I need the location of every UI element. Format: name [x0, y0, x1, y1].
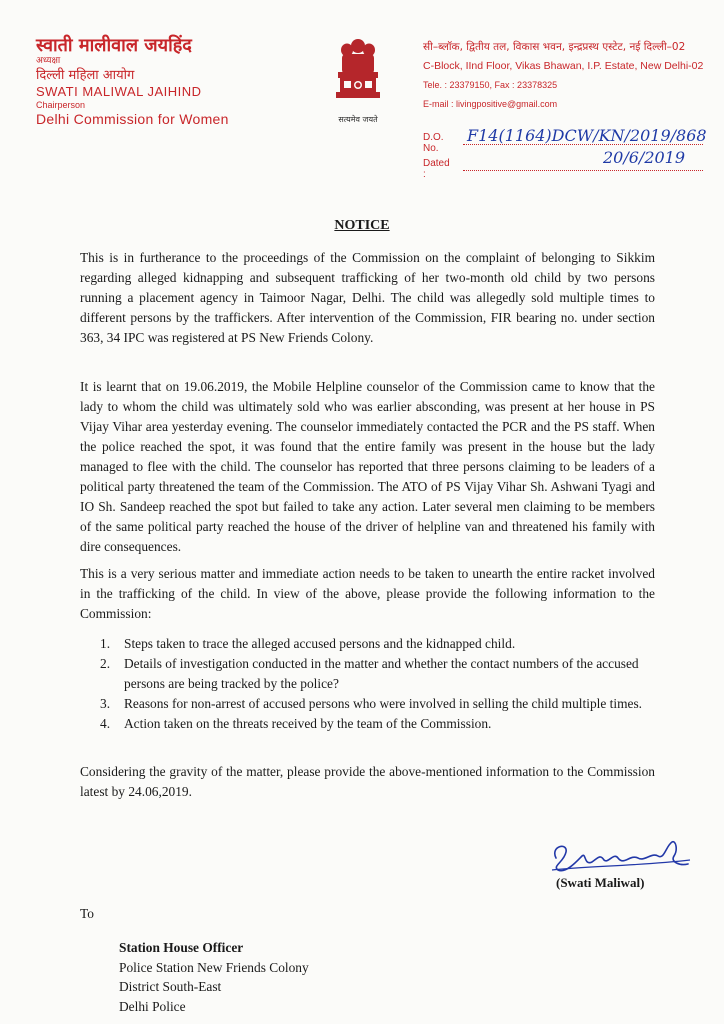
list-item: 3. Reasons for non-arrest of accused persons who were involved in selling the child multiple times. — [100, 696, 643, 711]
dated-label: Dated : — [423, 158, 450, 180]
emblem-motto: सत्यमेव जयते — [338, 115, 378, 124]
english-org: Delhi Commission for Women — [36, 111, 229, 127]
hindi-designation: अध्यक्षा — [36, 56, 61, 66]
recipient-line-4: Delhi Police — [119, 998, 186, 1014]
paragraph-1: This is in furtherance to the proceedings of the Commission on the complaint of belonging to Sikkim regarding alleged kidnapping and subsequent trafficking of her two-month old child by two persons running a placement agency in Taimoor Nagar, Delhi. The child was allegedly sold multiple times to different persons by the traffickers. After intervention of the Commission, FIR bearing no. under section 363, 34 IPC was registered at PS New Friends Colony. — [80, 250, 655, 345]
recipient-address — [119, 938, 309, 1016]
letterhead-right — [423, 38, 703, 114]
english-name: SWATI MALIWAL JAIHIND — [36, 84, 202, 99]
english-address: C-Block, IInd Floor, Vikas Bhawan, I.P. Estate, New Delhi-02 — [423, 60, 704, 72]
recipient-line-2: Police Station New Friends Colony — [119, 959, 309, 975]
phone-fax: Tele. : 23379150, Fax : 23378325 — [423, 80, 558, 90]
hindi-org: दिल्ली महिला आयोग — [36, 68, 135, 83]
signatory-name: (Swati Maliwal) — [556, 875, 645, 890]
do-number-handwritten: F14(1164)DCW/KN/2019/868 — [467, 126, 707, 145]
recipient-line-1: Station House Officer — [119, 940, 244, 955]
paragraph-3: This is a very serious matter and immediate action needs to be taken to unearth the entire racket involved in the trafficking of the child. In view of the above, please provide the following information to the Commission: — [80, 566, 655, 621]
english-designation: Chairperson — [36, 100, 86, 110]
hindi-name: स्वाती मालीवाल जयहिंद — [36, 35, 192, 56]
paragraph-4: Considering the gravity of the matter, please provide the above-mentioned information to the Commission latest by 24.06,2019. — [80, 764, 655, 799]
dated-handwritten: 20/6/2019 — [603, 148, 686, 167]
to-label: To — [80, 906, 94, 921]
list-item: 2. Details of investigation conducted in the matter and whether the contact numbers of the accused persons are being tracked by the police? — [100, 656, 639, 691]
list-item: 1. Steps taken to trace the alleged accused persons and the kidnapped child. — [100, 636, 516, 651]
letterhead-left — [36, 36, 229, 128]
paragraph-2: It is learnt that on 19.06.2019, the Mobile Helpline counselor of the Commission came to know that the lady to whom the child was ultimately sold who was earlier absconding, was present at her house in PS Vijay Vihar area yesterday evening. The counselor immediately contacted the PCR and the PS staff. When the police reached the spot, it was found that the entire family was present in the house but the lady managed to flee with the child. The counselor has reported that three persons claiming to be leaders of a political party threatened the team of the Commission. The ATO of PS Vijay Vihar Sh. Ashwani Tyagi and IO Sh. Sandeep reached the spot but failed to take any action. Later several men claiming to be members of the same political party reached the house of the driver of helpline van and threatened his family with dire consequences. — [80, 379, 655, 554]
do-number-label: D.O. No. — [423, 132, 444, 154]
email: E-mail : livingpositive@gmail.com — [423, 99, 558, 109]
recipient-line-3: District South-East — [119, 979, 222, 994]
notice-title: NOTICE — [334, 218, 390, 233]
list-item: 4. Action taken on the threats received by the team of the Commission. — [100, 716, 492, 731]
hindi-address: सी–ब्लॉक, द्वितीय तल, विकास भवन, इन्द्रप्रस्थ एस्टेट, नई दिल्ली–02 — [423, 41, 686, 53]
information-list — [100, 634, 656, 734]
